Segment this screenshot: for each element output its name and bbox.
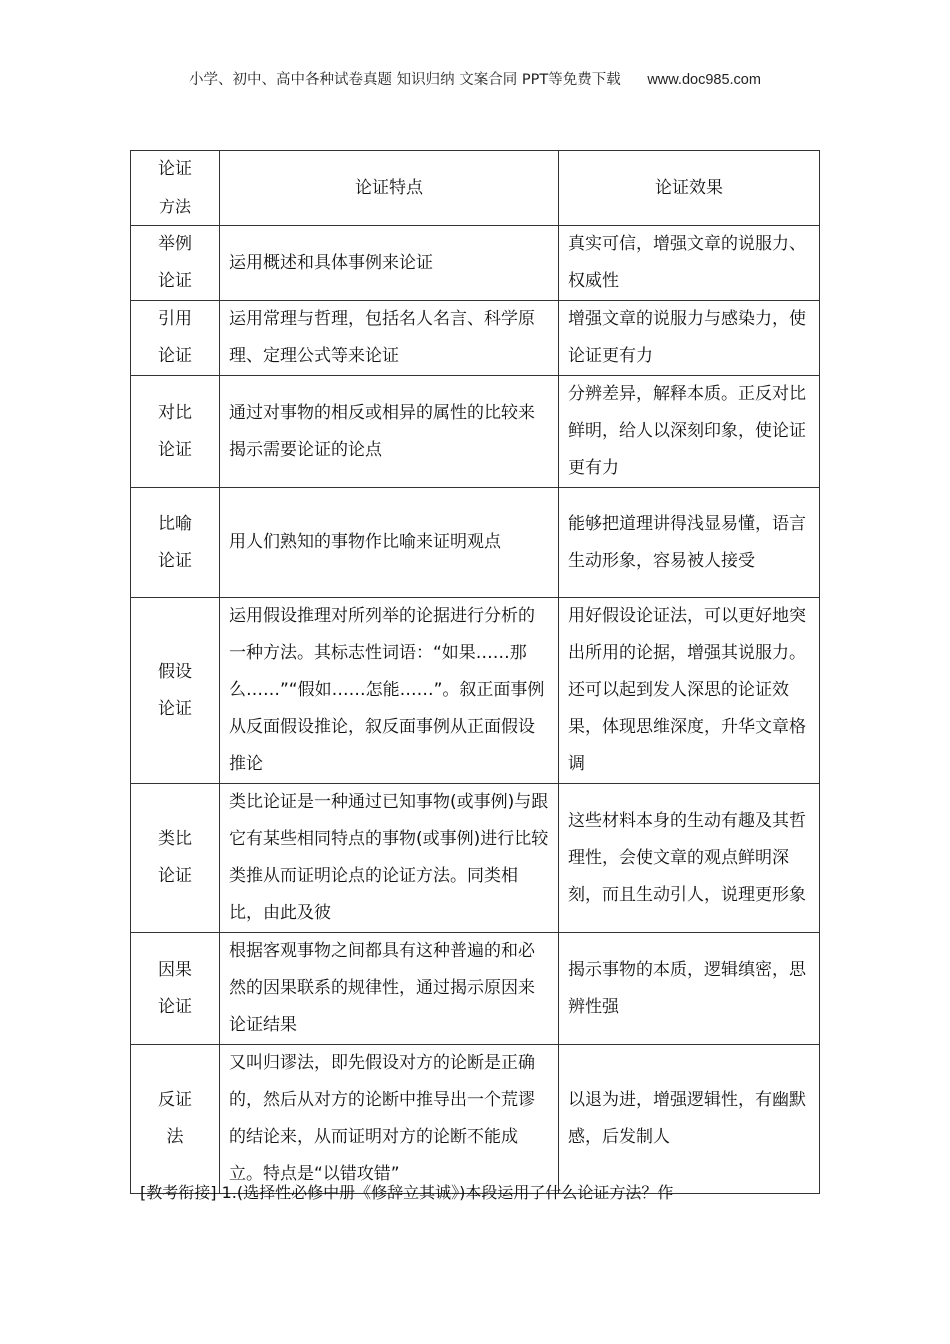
table-row — [131, 1045, 820, 1194]
method-line2: 论证 — [158, 866, 192, 886]
method-line1: 因果 — [158, 959, 192, 980]
method-cell — [131, 933, 220, 1045]
header-url[interactable]: www.doc985.com — [647, 72, 761, 88]
method-line2: 论证 — [158, 550, 192, 571]
feature-cell: 通过对事物的相反或相异的属性的比较来揭示需要论证的论点 — [220, 376, 559, 488]
effect-cell: 能够把道理讲得浅显易懂，语言生动形象，容易被人接受 — [559, 488, 820, 598]
method-line1: 对比 — [158, 402, 192, 423]
table-row — [131, 784, 820, 933]
method-cell — [131, 1045, 220, 1194]
effect-cell: 增强文章的说服力与感染力，使论证更有力 — [559, 301, 820, 376]
method-line2: 论证 — [158, 439, 192, 460]
method-line2: 论证 — [158, 698, 192, 719]
feature-cell: 运用假设推理对所列举的论据进行分析的一种方法。其标志性词语：“如果……那么……”“假如……怎能……”。叙正面事例从反面假设推论，叙反面事例从正面假设推论 — [220, 598, 559, 784]
feature-cell: 运用常理与哲理，包括名人名言、科学原理、定理公式等来论证 — [220, 301, 559, 376]
exam-link-question: [教考衔接] 1.(选择性必修中册《修辞立其诚》)本段运用了什么论证方法？作 — [140, 1183, 674, 1202]
effect-cell: 揭示事物的本质，逻辑缜密，思辨性强 — [559, 933, 820, 1045]
header-method-line1: 论证 — [158, 159, 192, 179]
method-cell — [131, 376, 220, 488]
feature-cell: 根据客观事物之间都具有这种普遍的和必然的因果联系的规律性，通过揭示原因来论证结果 — [220, 933, 559, 1045]
feature-cell: 又叫归谬法，即先假设对方的论断是正确的，然后从对方的论断中推导出一个荒谬的结论来，从而证明对方的论断不能成立。特点是“以错攻错” — [220, 1045, 559, 1194]
table-row — [131, 376, 820, 488]
method-line2: 法 — [166, 1127, 184, 1147]
effect-cell: 以退为进，增强逻辑性，有幽默感，后发制人 — [559, 1045, 820, 1194]
method-line2: 论证 — [158, 996, 192, 1017]
header-feature: 论证特点 — [220, 151, 559, 226]
method-line1: 类比 — [158, 829, 192, 849]
method-line2: 论证 — [158, 271, 192, 291]
argument-methods-table — [130, 150, 820, 1194]
method-cell — [131, 598, 220, 784]
effect-cell: 用好假设论证法，可以更好地突出所用的论据，增强其说服力。还可以起到发人深思的论证效果，体现思维深度，升华文章格调 — [559, 598, 820, 784]
feature-cell: 用人们熟知的事物作比喻来证明观点 — [220, 488, 559, 598]
table-row — [131, 598, 820, 784]
table-row — [131, 301, 820, 376]
effect-cell: 真实可信，增强文章的说服力、权威性 — [559, 226, 820, 301]
method-line1: 引用 — [158, 309, 192, 329]
method-line1: 反证 — [158, 1090, 192, 1110]
method-cell — [131, 226, 220, 301]
method-cell — [131, 784, 220, 933]
feature-cell: 类比论证是一种通过已知事物(或事例)与跟它有某些相同特点的事物(或事例)进行比较类推从而证明论点的论证方法。同类相比，由此及彼 — [220, 784, 559, 933]
header-method-line2: 方法 — [158, 197, 191, 216]
header-method — [131, 151, 220, 226]
page-header — [0, 68, 950, 89]
method-line1: 假设 — [158, 661, 192, 682]
table-row — [131, 226, 820, 301]
table-header-row — [131, 151, 820, 226]
method-line1: 比喻 — [158, 513, 192, 534]
header-text: 小学、初中、高中各种试卷真题 知识归纳 文案合同 PPT等免费下载 — [189, 72, 621, 88]
header-effect: 论证效果 — [559, 151, 820, 226]
effect-cell: 分辨差异，解释本质。正反对比鲜明，给人以深刻印象，使论证更有力 — [559, 376, 820, 488]
table-row — [131, 933, 820, 1045]
effect-cell: 这些材料本身的生动有趣及其哲理性，会使文章的观点鲜明深刻，而且生动引人，说理更形象 — [559, 784, 820, 933]
method-cell — [131, 301, 220, 376]
feature-cell: 运用概述和具体事例来论证 — [220, 226, 559, 301]
method-line2: 论证 — [158, 346, 192, 366]
table-row — [131, 488, 820, 598]
method-cell — [131, 488, 220, 598]
method-line1: 举例 — [158, 234, 192, 254]
